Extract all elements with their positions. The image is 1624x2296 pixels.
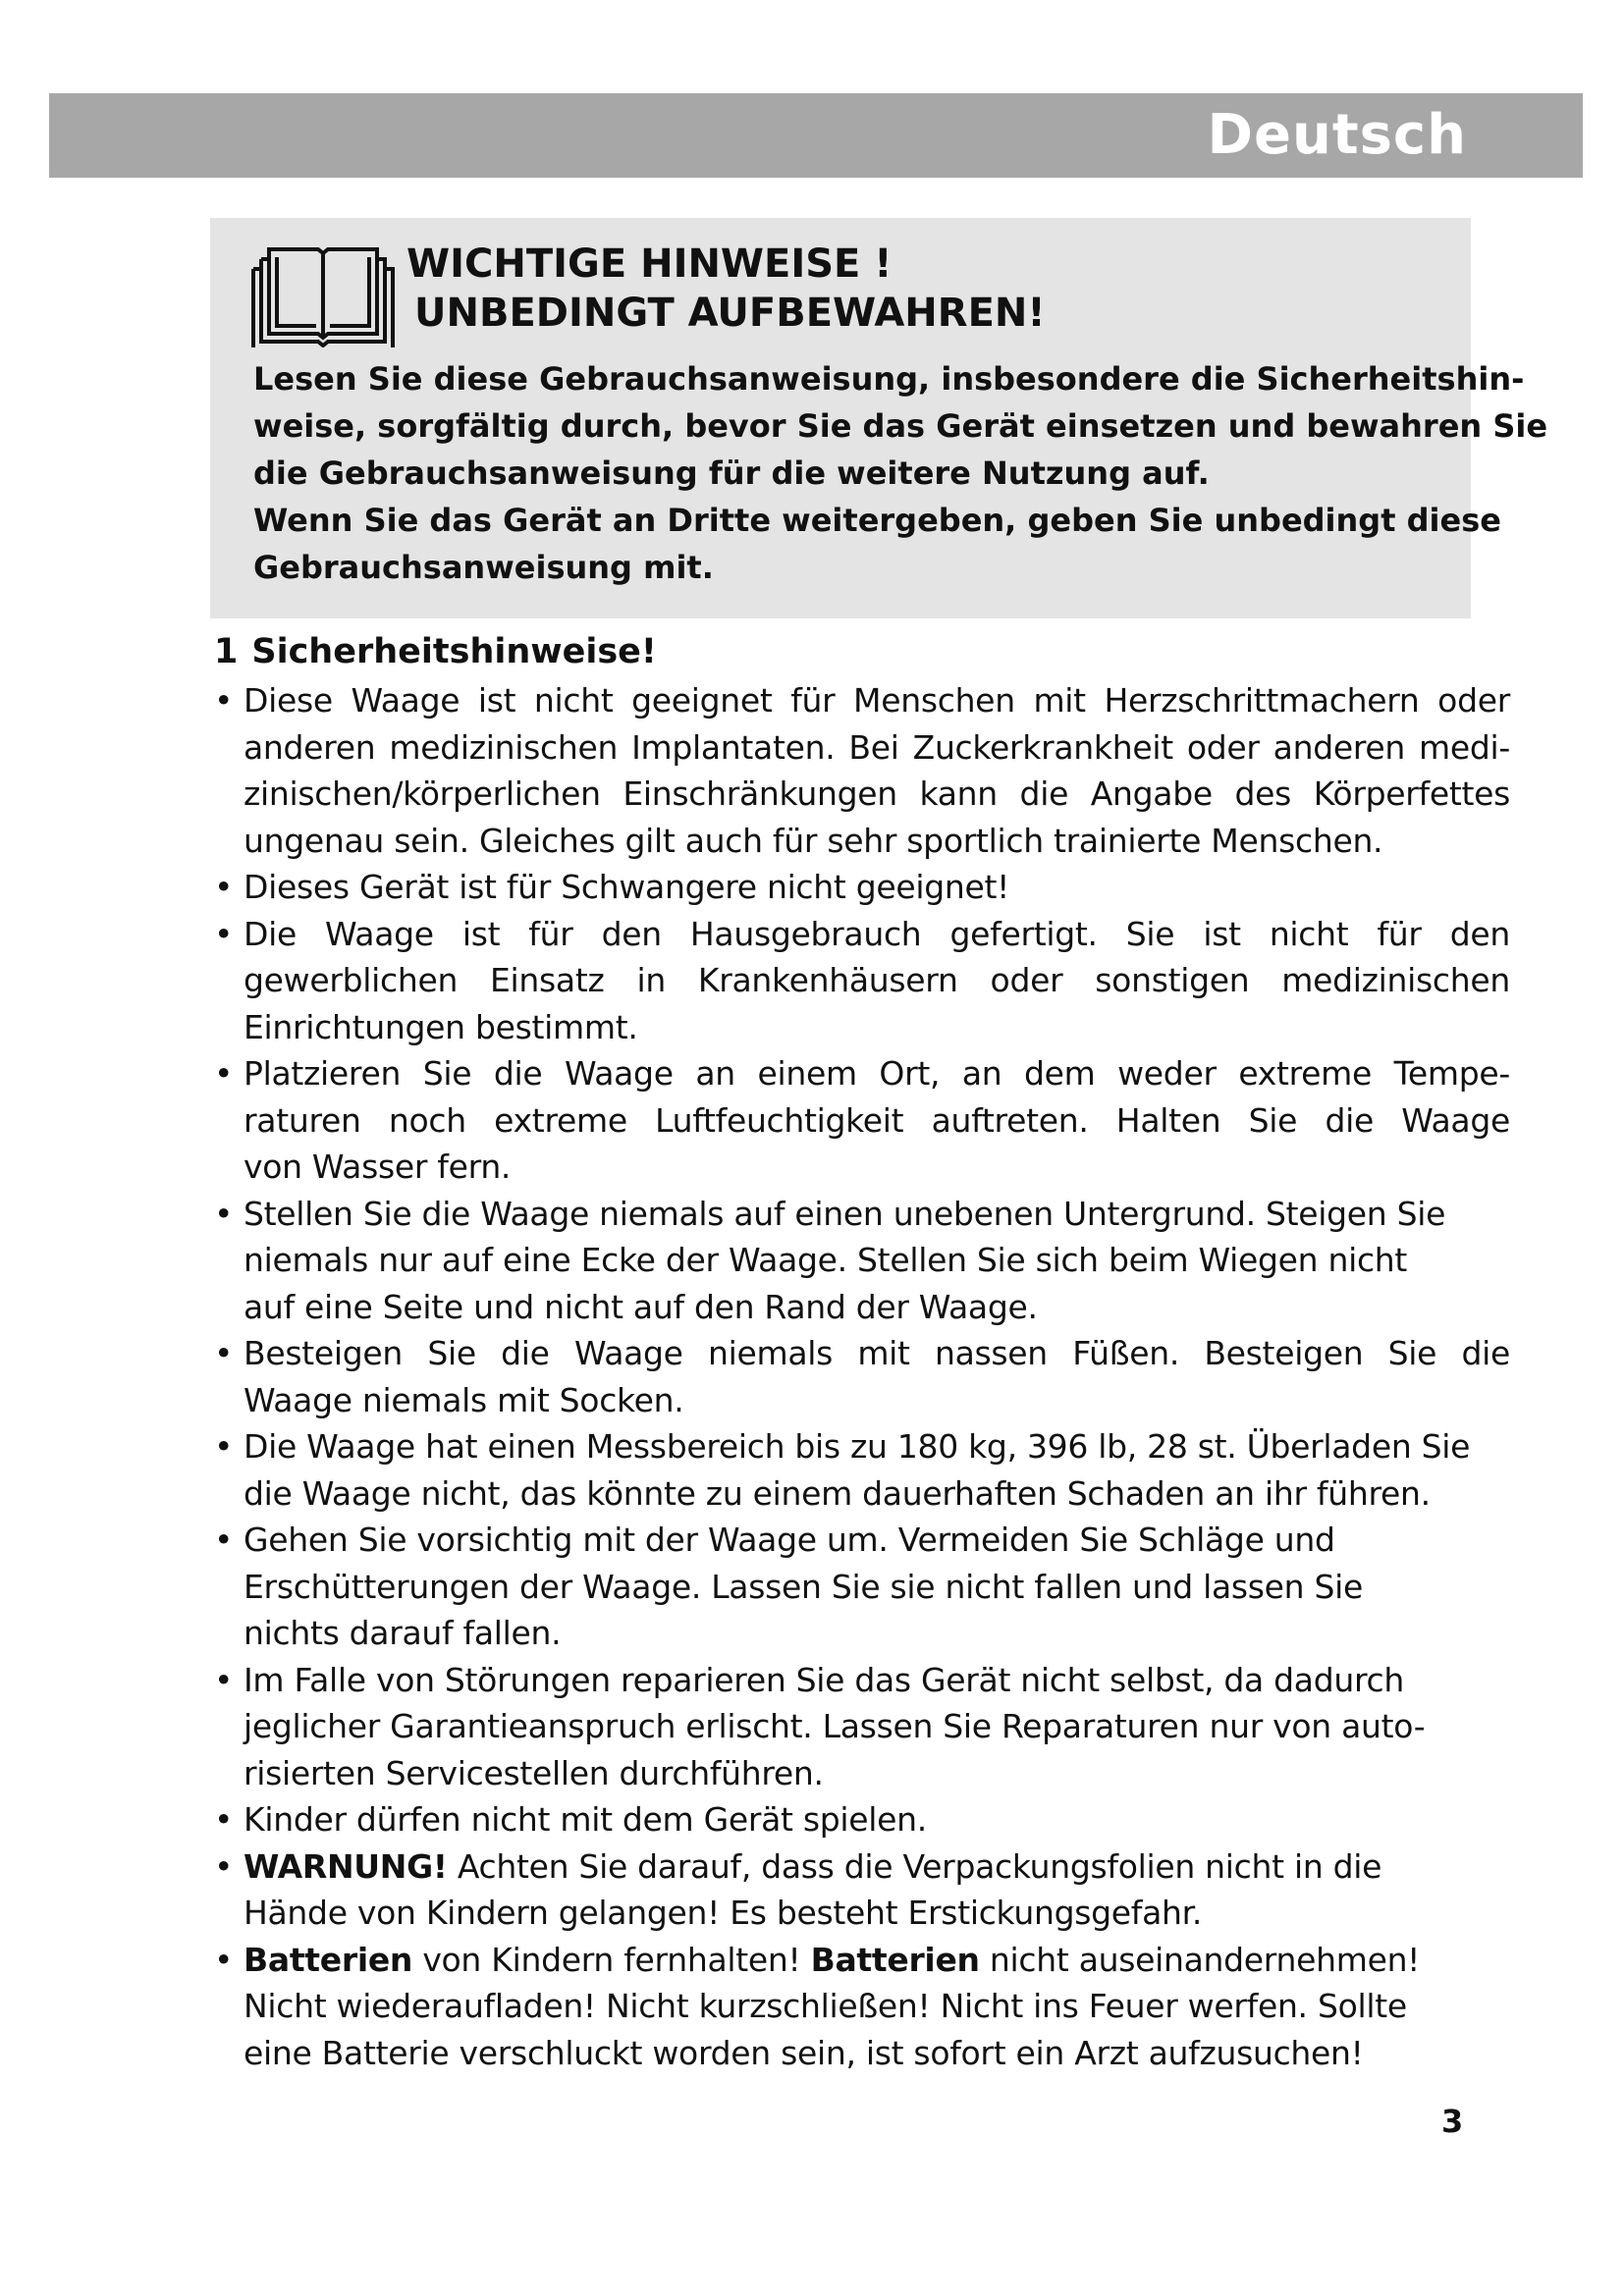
page-number: 3 — [1441, 2103, 1464, 2140]
battery-item — [210, 1937, 1526, 2077]
list-item — [210, 1050, 1526, 1191]
list-item — [210, 1191, 1526, 1331]
item-line: gewerblichen Einsatz in Krankenhäusern oder sonstigen medizinischen — [244, 961, 1510, 999]
warning-item — [210, 1843, 1526, 1937]
item-line: Stellen Sie die Waage niemals auf einen unebenen Untergrund. Steigen Sie — [244, 1194, 1446, 1233]
list-item — [210, 1517, 1526, 1657]
item-line: Die Waage ist für den Hausgebrauch gefertigt. Sie ist nicht für den — [244, 914, 1510, 953]
notice-body-line: die Gebrauchsanweisung für die weitere Nutzung auf. — [253, 454, 1210, 492]
battery-text: von Kindern fernhalten! — [412, 1940, 811, 1979]
section-number: 1 — [214, 632, 239, 671]
item-line: Im Falle von Störungen reparieren Sie das Gerät nicht selbst, da dadurch — [244, 1660, 1404, 1699]
item-line: Kinder dürfen nicht mit dem Gerät spielen. — [244, 1800, 927, 1839]
warning-text: Achten Sie darauf, dass die Verpackungsfolien nicht in die — [447, 1846, 1382, 1886]
bullet: • — [214, 681, 234, 720]
notice-body — [253, 355, 1548, 591]
item-line: von Wasser fern. — [244, 1148, 512, 1186]
item-line: Gehen Sie vorsichtig mit der Waage um. Vermeiden Sie Schläge und — [244, 1521, 1335, 1559]
item-line: Waage niemals mit Socken. — [244, 1380, 684, 1419]
notice-body-line: Wenn Sie das Gerät an Dritte weitergeben, geben Sie unbedingt diese — [253, 502, 1501, 539]
bullet: • — [214, 1427, 234, 1466]
bullet: • — [214, 1194, 234, 1233]
important-notice-box — [210, 218, 1548, 618]
notice-title — [406, 240, 1046, 338]
bullet: • — [214, 1334, 234, 1372]
item-line: Die Waage hat einen Messbereich bis zu 180 kg, 396 lb, 28 st. Überladen Sie — [244, 1427, 1471, 1466]
item-line: nichts darauf fallen. — [244, 1614, 562, 1652]
notice-body-line: Lesen Sie diese Gebrauchsanweisung, insbesondere die Sicherheitshin- — [253, 360, 1525, 398]
bullet: • — [214, 1800, 234, 1839]
item-line: ungenau sein. Gleiches gilt auch für sehr sportlich trainierte Menschen. — [244, 821, 1383, 860]
language-label: Deutsch — [1207, 103, 1467, 167]
item-line: die Waage nicht, das könnte zu einem dauerhaften Schaden an ihr führen. — [244, 1473, 1431, 1513]
item-line: raturen noch extreme Luftfeuchtigkeit auftreten. Halten Sie die Waage — [244, 1100, 1510, 1140]
bullet: • — [214, 1521, 234, 1559]
notice-body-line: Gebrauchsanweisung mit. — [253, 549, 714, 586]
bullet: • — [214, 1660, 234, 1699]
list-item — [210, 864, 1526, 911]
list-item — [210, 1330, 1526, 1423]
battery-label: Batterien — [244, 1940, 413, 1979]
section-heading — [214, 628, 657, 675]
battery-label: Batterien — [810, 1940, 980, 1979]
item-line: niemals nur auf eine Ecke der Waage. Stellen Sie sich beim Wiegen nicht — [244, 1241, 1408, 1279]
notice-title-line-2: UNBEDINGT AUFBEWAHREN! — [414, 291, 1046, 336]
open-book-icon — [249, 240, 397, 347]
bullet: • — [214, 1940, 234, 1979]
language-header-bar — [49, 93, 1583, 178]
bullet: • — [214, 1846, 234, 1886]
list-item — [210, 911, 1526, 1051]
item-line: Erschütterungen der Waage. Lassen Sie sie nicht fallen und lassen Sie — [244, 1567, 1364, 1606]
item-line: Platzieren Sie die Waage an einem Ort, an dem weder extreme Tempe- — [244, 1054, 1510, 1093]
notice-body-line: weise, sorgfältig durch, bevor Sie das Gerät einsetzen und bewahren Sie — [253, 407, 1548, 445]
warning-label: WARNUNG! — [244, 1846, 448, 1886]
section-title: Sicherheitshinweise! — [251, 632, 657, 671]
bullet: • — [214, 914, 234, 953]
bullet: • — [214, 868, 234, 906]
item-line: Besteigen Sie die Waage niemals mit nassen Füßen. Besteigen Sie die — [244, 1334, 1510, 1372]
battery-text-line-3: eine Batterie verschluckt worden sein, ist sofort ein Arzt aufzusuchen! — [244, 2033, 1364, 2072]
item-line: anderen medizinischen Implantaten. Bei Zuckerkrankheit oder anderen medi- — [244, 727, 1510, 767]
item-line: risierten Servicestellen durchführen. — [244, 1753, 824, 1792]
item-line: Diese Waage ist nicht geeignet für Menschen mit Herzschrittmachern oder — [244, 681, 1510, 720]
battery-text: nicht auseinandernehmen! — [979, 1940, 1421, 1979]
battery-text-line-2: Nicht wiederaufladen! Nicht kurzschließen! Nicht ins Feuer werfen. Sollte — [244, 1987, 1407, 2025]
notice-title-line-1: WICHTIGE HINWEISE ! — [406, 241, 893, 287]
list-item — [210, 1423, 1526, 1517]
item-line: Dieses Gerät ist für Schwangere nicht geeignet! — [244, 868, 1010, 906]
list-item — [210, 1657, 1526, 1797]
bullet: • — [214, 1054, 234, 1093]
list-item — [210, 677, 1526, 864]
item-line: zinischen/körperlichen Einschränkungen kann die Angabe des Körperfettes — [244, 774, 1510, 813]
item-line: Einrichtungen bestimmt. — [244, 1007, 638, 1046]
warning-text-line-2: Hände von Kindern gelangen! Es besteht Erstickungsgefahr. — [244, 1894, 1203, 1932]
item-line: auf eine Seite und nicht auf den Rand der Waage. — [244, 1287, 1038, 1326]
safety-list — [210, 677, 1526, 2076]
item-line: jeglicher Garantieanspruch erlischt. Lassen Sie Reparaturen nur von auto- — [244, 1707, 1426, 1745]
list-item — [210, 1796, 1526, 1843]
